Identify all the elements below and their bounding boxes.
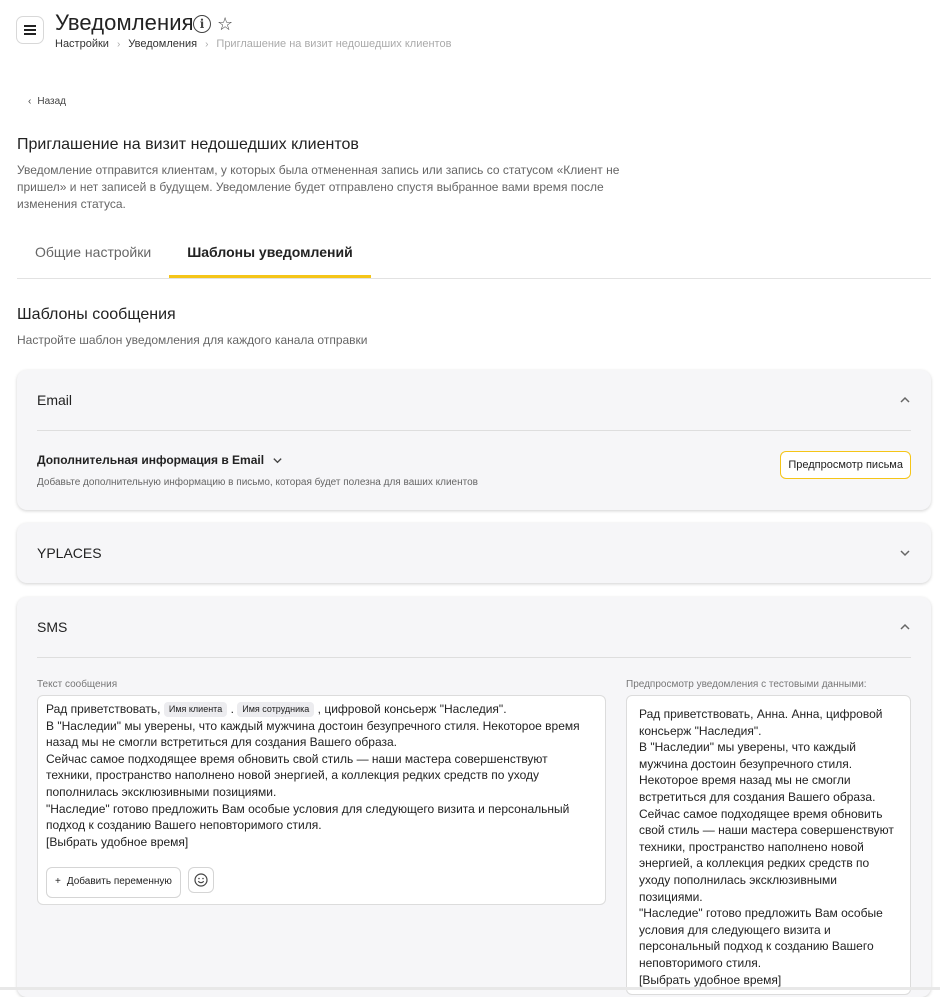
preview-line: В "Наследии" мы уверены, что каждый мужчина достоин безупречного стиля. Некоторое время назад мы не смогли встретиться для создания Вашего образа. [639,740,876,804]
info-icon[interactable]: i [193,15,211,33]
breadcrumb [55,38,451,50]
email-extra-description: Добавьте дополнительную информацию в письмо, которая будет полезна для ваших клиентов [37,477,478,488]
chevron-down-icon [272,455,283,466]
chevron-right-icon: › [116,38,121,50]
breadcrumb-item-current: Приглашение на визит недошедших клиентов [216,38,452,50]
message-text: Рад приветствовать, [46,702,161,716]
sms-preview [626,695,911,995]
message-label: Текст сообщения [37,679,118,690]
back-link[interactable] [28,96,66,107]
message-line: Сейчас самое подходящее время обновить свой стиль — наши мастера совершенствуют техники, пространство наполнено новой энергией, а коллекция редких средств по уходу пополнилась эксклюзивными позициями. [46,751,548,799]
plus-icon: + [55,876,61,888]
back-label: Назад [37,96,66,107]
chevron-right-icon: › [205,38,209,50]
tabs [17,232,931,279]
sms-card-header[interactable] [17,597,931,657]
tab-notification-templates[interactable]: Шаблоны уведомлений [169,232,370,278]
hamburger-icon [24,25,36,35]
star-icon[interactable]: ☆ [217,14,234,34]
variable-chip-staff-name[interactable]: Имя сотрудника [237,702,314,717]
emoji-button[interactable] [188,867,214,893]
notification-title: Приглашение на визит недошедших клиентов [17,136,359,153]
chevron-down-icon[interactable] [899,547,911,559]
message-text: . [230,702,234,716]
chevron-left-icon: ‹ [28,96,32,107]
yplaces-card-title: YPLACES [37,545,102,561]
templates-description: Настройте шаблон уведомления для каждого канала отправки [17,333,368,347]
templates-title: Шаблоны сообщения [17,306,176,323]
message-line: В "Наследии" мы уверены, что каждый мужчина достоин безупречного стиля. Некоторое время назад мы не смогли встретиться для создания Вашего образа. [46,718,580,750]
preview-line: Сейчас самое подходящее время обновить свой стиль — наши мастера совершенствуют техники, пространство наполнено новой энергией, а коллекция редких средств по уходу пополнилась эксклюзивными позициями. [639,806,894,904]
preview-line: [Выбрать удобное время] [639,972,782,987]
menu-button[interactable] [16,16,44,44]
smile-icon [194,873,208,887]
email-extra-title: Дополнительная информация в Email [37,453,265,467]
add-variable-label: Добавить переменную [66,876,172,888]
message-line: [Выбрать удобное время] [46,834,189,849]
variable-chip-client-name[interactable]: Имя клиента [164,702,227,717]
message-editor[interactable] [37,695,606,905]
sms-card [17,597,931,997]
preview-line: "Наследие" готово предложить Вам особые условия для следующего визита и персональный подход к созданию Вашего неповторимого стиля. [639,906,883,970]
breadcrumb-item-settings[interactable]: Настройки [55,38,109,50]
chevron-up-icon[interactable] [899,394,911,406]
tab-general-settings[interactable]: Общие настройки [35,244,152,260]
yplaces-card-header[interactable] [17,523,931,583]
preview-label: Предпросмотр уведомления с тестовыми данными: [626,679,867,690]
chevron-up-icon[interactable] [899,621,911,633]
email-card-header[interactable] [17,370,931,430]
breadcrumb-item-notifications[interactable]: Уведомления [128,38,198,50]
preview-email-button[interactable]: Предпросмотр письма [780,451,911,479]
notification-description: Уведомление отправится клиентам, у которых была отмененная запись или запись со статусом «Клиент не пришел» и нет записей в будущем. Уведомление будет отправлено спустя выбранное вами время после изменения статуса. [17,163,620,211]
yplaces-card [17,523,931,583]
message-text: , цифровой консьерж "Наследия". [317,702,507,716]
page-title: Уведомления [55,10,194,35]
email-card-title: Email [37,392,73,408]
preview-line: Рад приветствовать, Анна. Анна, цифровой консьерж "Наследия". [639,707,883,738]
message-line: "Наследие" готово предложить Вам особые условия для следующего визита и персональный подход к созданию Вашего неповторимого стиля. [46,801,570,833]
add-variable-button[interactable] [46,867,181,898]
sms-card-title: SMS [37,619,68,635]
email-card [17,370,931,510]
